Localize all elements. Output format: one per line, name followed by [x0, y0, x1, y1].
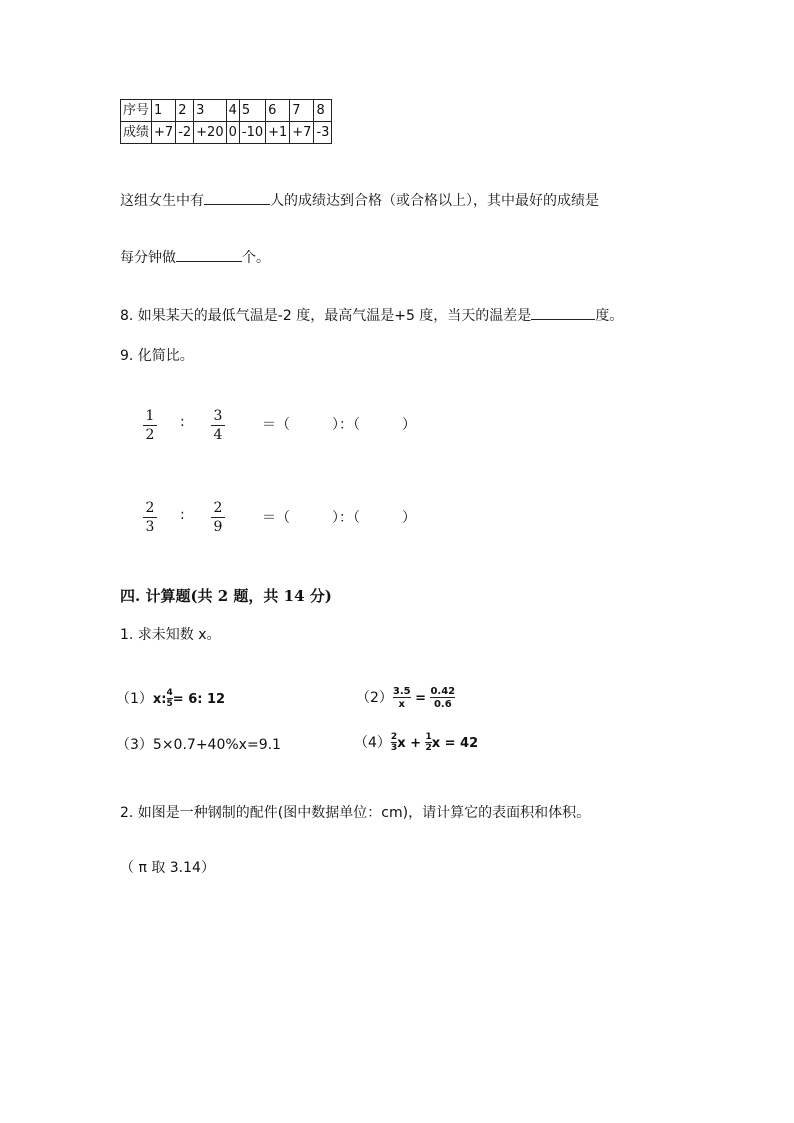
- table-cell: 0: [226, 122, 239, 144]
- table-cell: 7: [290, 100, 314, 122]
- problem-4: $(4)\frac{2}{3}x + \frac{1}{2}x = 42$: [354, 732, 479, 753]
- answer-blank[interactable]: [176, 247, 242, 262]
- table-cell: -3: [314, 122, 332, 144]
- table-cell: 2: [176, 100, 194, 122]
- table-cell: +7: [290, 122, 314, 144]
- fraction: $\frac{1}{2}$: [425, 732, 432, 753]
- table-cell: +1: [266, 122, 290, 144]
- table-cell: -10: [239, 122, 265, 144]
- q2-note: （ π 取 3.14）: [120, 860, 215, 876]
- q7-line1: 这组女生中有 人的成绩达到合格（或合格以上），其中最好的成绩是: [120, 190, 599, 210]
- fraction: $\frac{3.5}{x}$: [392, 686, 411, 710]
- answer-blank[interactable]: [531, 305, 595, 320]
- problem-1: $(1)x:\frac{4}{5}= 6$: 12: [116, 688, 226, 709]
- q2-text: 2. 如图是一种钢制的配件(图中数据单位：cm)，请计算它的表面积和体积。: [120, 805, 591, 821]
- table-cell: 8: [314, 100, 332, 122]
- row-label: 序号: [121, 100, 152, 122]
- table-cell: +7: [152, 122, 176, 144]
- section-heading: 四. 计算题(共 2 题，共 14 分): [120, 587, 332, 605]
- table-cell: 6: [266, 100, 290, 122]
- table-cell: 4: [226, 100, 239, 122]
- table-cell: 5: [239, 100, 265, 122]
- fraction: $\frac{4}{5}$: [166, 688, 173, 709]
- fraction: 3 4: [211, 408, 225, 443]
- row-label: 成绩: [121, 122, 152, 144]
- q9-title: 9. 化简比。: [120, 348, 194, 364]
- score-table: [120, 99, 332, 144]
- table-cell: 1: [152, 100, 176, 122]
- q1-title: 1. 求未知数 x。: [120, 627, 221, 643]
- ratio-colon: :: [180, 507, 185, 523]
- problem-2: $(2)\frac{3.5}{x} = \frac{0.42}{0.6}$: [356, 686, 456, 710]
- problem-3: （3）5×0.7+40%x=9.1: [116, 737, 281, 753]
- ratio-answer[interactable]: ＝（ ）：（ ）: [262, 417, 416, 433]
- ratio-colon: :: [180, 414, 185, 430]
- table-cell: +20: [194, 122, 226, 144]
- ratio-answer[interactable]: ＝（ ）：（ ）: [262, 510, 416, 526]
- answer-blank[interactable]: [204, 190, 270, 205]
- table-cell: 3: [194, 100, 226, 122]
- fraction: 1 2: [143, 408, 157, 443]
- q8-text: 8. 如果某天的最低气温是-2 度，最高气温是+5 度，当天的温差是 度。: [120, 305, 623, 325]
- table-row: [121, 122, 332, 144]
- fraction: $\frac{2}{3}$: [390, 732, 398, 753]
- table-cell: -2: [176, 122, 194, 144]
- table-row: [121, 100, 332, 122]
- fraction: 2 9: [211, 500, 225, 535]
- q7-line2: 每分钟做 个。: [120, 247, 270, 267]
- fraction: $\frac{0.42}{0.6}$: [430, 686, 456, 710]
- fraction: 2 3: [143, 500, 157, 535]
